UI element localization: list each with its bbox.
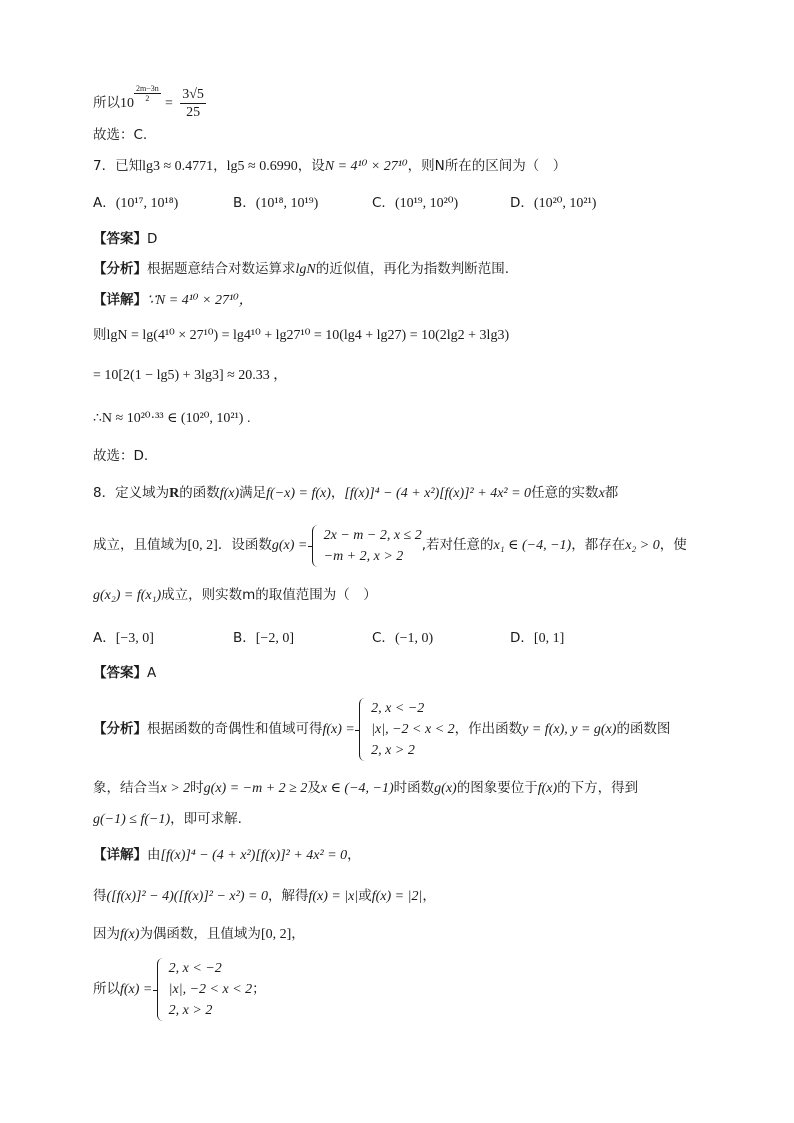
q8-analysis-line-2: 象，结合当x > 2时g(x) = −m + 2 ≥ 2及x ∈ (−4, −1)时函数g(x)的图象要位于f(x)的下方，得到 — [93, 780, 639, 796]
q7-detail: 【详解】∵N = 4¹⁰ × 27¹⁰， — [93, 292, 253, 308]
fraction: $\frac{3√5}{25}$ — [182, 87, 204, 120]
question-8-line-2: 成立，且值域为[0, 2]．设函数g(x) = 2x − m − 2, x ≤ 2 −m + 2, x > 2 ,若对任意的x₁ ∈ (−4, −1)，都存在x₂ > 0，使 — [93, 524, 734, 567]
q8-option-b: B．[−2, 0] — [233, 630, 294, 646]
conclusion-line: 故选：C. — [93, 127, 148, 143]
q7-step-1: 则lgN = lg(4¹⁰ × 27¹⁰) = lg4¹⁰ + lg27¹⁰ = 10(lg4 + lg27) = 10(2lg2 + 3lg3) — [93, 327, 510, 343]
q8-detail-line-4: 所以f(x) = 2, x < −2 |x|, −2 < x < 2 2, x > 2 ； — [93, 958, 734, 1021]
result-line: 所以10 $^{\frac{2m-3n}{2}}$ = $\frac{3√5}{25}$ — [93, 84, 204, 120]
q8-answer: 【答案】A — [93, 665, 157, 681]
q8-detail: 【详解】由[f(x)]⁴ − (4 + x²)[f(x)]² + 4x² = 0， — [93, 847, 361, 863]
q7-conclusion: 故选：D. — [93, 448, 149, 464]
piecewise-f-detail: 2, x < −2 |x|, −2 < x < 2 2, x > 2 — [157, 958, 252, 1021]
piecewise-f-analysis: 2, x < −2 |x|, −2 < x < 2 2, x > 2 — [359, 698, 454, 761]
q7-step-3: ∴N ≈ 10²⁰·³³ ∈ (10²⁰, 10²¹) . — [93, 411, 251, 426]
q8-analysis: 【分析】根据函数的奇偶性和值域可得f(x) = 2, x < −2 |x|, −2 < x < 2 2, x > 2 ，作出函数y = f(x), y = g(x)的函数图 — [93, 698, 734, 761]
question-8-stem: 8．定义域为R的函数f(x)满足f(−x) = f(x)，[f(x)]⁴ − (4 + x²)[f(x)]² + 4x² = 0任意的实数x都 — [93, 485, 619, 501]
question-7-stem: 7．已知lg3 ≈ 0.4771，lg5 ≈ 0.6990，设N = 4¹⁰ × 27¹⁰，则N所在的区间为（ ） — [93, 158, 567, 174]
question-8-line-3: g(x₂) = f(x₁)成立，则实数m的取值范围为（ ） — [93, 587, 377, 603]
q8-analysis-line-3: g(−1) ≤ f(−1)，即可求解. — [93, 811, 242, 827]
q7-analysis: 【分析】根据题意结合对数运算求lgN的近似值，再化为指数判断范围. — [93, 261, 510, 277]
piecewise-g: 2x − m − 2, x ≤ 2 −m + 2, x > 2 — [312, 525, 422, 567]
q7-option-d: D．(10²⁰, 10²¹) — [510, 195, 597, 211]
q8-detail-line-2: 得([f(x)]² − 4)([f(x)]² − x²) = 0，解得f(x) = |x|或f(x) = |2|， — [93, 888, 436, 904]
q8-option-c: C．(−1, 0) — [372, 630, 434, 646]
q7-option-b: B．(10¹⁸, 10¹⁹) — [233, 195, 319, 211]
q7-option-a: A．(10¹⁷, 10¹⁸) — [93, 195, 179, 211]
q8-detail-line-3: 因为f(x)为偶函数，且值域为[0, 2]， — [93, 926, 305, 942]
q7-option-c: C．(10¹⁹, 10²⁰) — [372, 195, 459, 211]
q8-option-a: A．[−3, 0] — [93, 630, 154, 646]
q8-option-d: D．[0, 1] — [510, 630, 565, 646]
q7-answer: 【答案】D — [93, 231, 158, 247]
q7-step-2: = 10[2(1 − lg5) + 3lg3] ≈ 20.33 ， — [93, 368, 288, 383]
